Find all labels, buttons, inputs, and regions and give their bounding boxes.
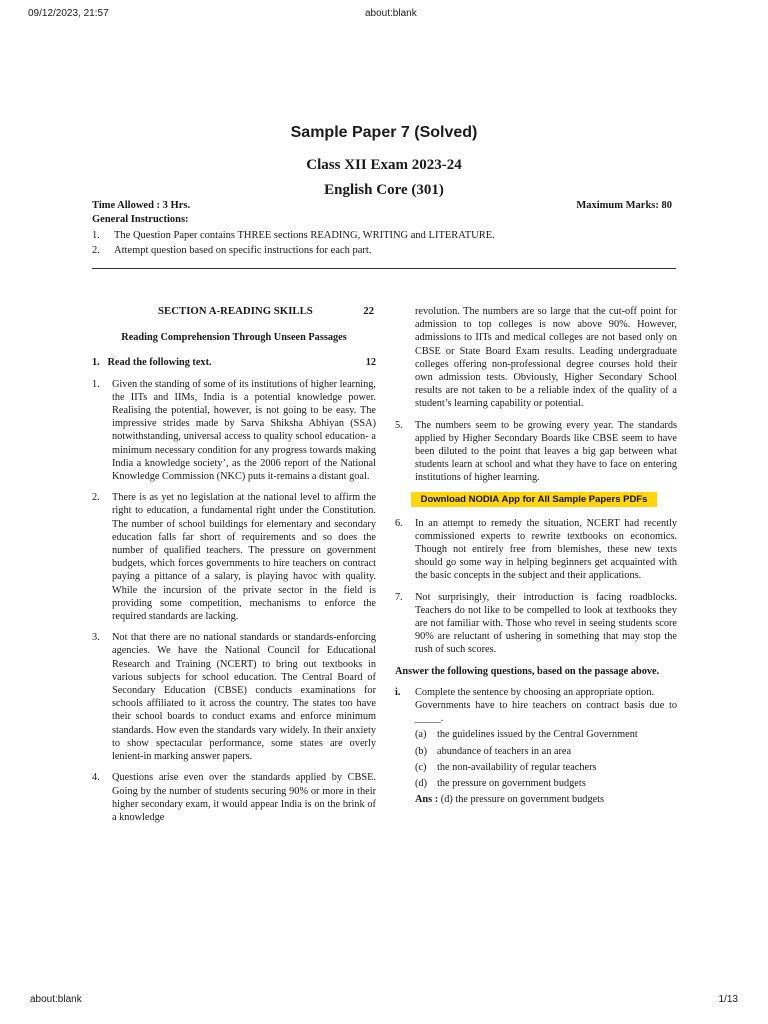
option-a: (a) the guidelines issued by the Central Government: [415, 729, 638, 741]
download-app-banner[interactable]: Download NODIA App for All Sample Papers PDFs: [411, 492, 657, 507]
page-indicator: 1/13: [718, 994, 738, 1005]
right-column: [395, 305, 677, 807]
answer-prompt: Answer the following questions, based on the passage above.: [395, 665, 660, 677]
passage-paragraph: 2. There is as yet no legislation at the national level to affirm the right to education, a fundamental right under the Constitution. The number of school buildings for elementary and secondary education falls far short of requirements and so does the number of qualified teachers. The pressure on government budgets, which forces governments to hire teachers on contract paying a pittance of a salary, is playing havoc with quality. While the incursion of the private sector in the field is providing some competition, mechanisms to enforce the required standards are lacking.: [92, 492, 376, 623]
general-instructions-label: General Instructions:: [92, 214, 189, 225]
print-footer: [0, 994, 768, 1024]
print-datetime: 09/12/2023, 21:57: [28, 8, 109, 19]
subject-heading: English Core (301): [324, 182, 444, 198]
exam-meta-row: [92, 200, 672, 211]
option-b: (b) abundance of teachers in an area: [415, 745, 572, 757]
instruction-item: 2. Attempt question based on specific instructions for each part.: [92, 245, 372, 256]
section-subtitle: Reading Comprehension Through Unseen Passages: [121, 332, 347, 344]
passage-paragraph: 4. Questions arise even over the standards applied by CBSE. Going by the number of students securing 90% or more in their higher secondary exam, it would appear India is on the brink of a knowledge: [92, 772, 376, 823]
question-heading: 1. Read the following text. 12: [92, 357, 376, 369]
passage-paragraph: 6. In an attempt to remedy the situation, NCERT had recently commissioned experts to rewrite textbooks on economics. Though not entirely free from blemishes, these new texts should go some way in helping beginners get acquainted with the basic concepts in the subject and their applications.: [395, 517, 677, 582]
print-url-top: about:blank: [365, 8, 417, 19]
option-c: (c) the non-availability of regular teachers: [415, 761, 597, 773]
time-allowed: Time Allowed : 3 Hrs.: [92, 200, 191, 211]
left-column: [92, 305, 376, 824]
question-item: i. Complete the sentence by choosing an appropriate option.: [395, 686, 655, 698]
passage-paragraph: 5. The numbers seem to be growing every year. The standards applied by Higher Secondary Boards like CBSE seem to have been diluted to the point that leaves a big gap between what students learn at school and what they have to face on entering institutions of higher learning.: [395, 419, 677, 484]
question-stem: Governments have to hire teachers on contract basis due to _____.: [415, 700, 677, 725]
print-url-bottom: about:blank: [30, 994, 82, 1005]
passage-paragraph: 7. Not surprisingly, their introduction is facing roadblocks. Teachers do not like to be compelled to look at textbooks they are not familiar with. Those who revel in seeing students score 90% are reluctant of ushering in something that may stop the rush of such scores.: [395, 591, 677, 656]
passage-paragraph: 3. Not that there are no national standards or standards-enforcing agencies. We have the National Council for Educational Research and Training (NCERT) to bring out textbooks in various subjects for school education. The Central Board of Secondary Education (CBSE) conducts examinations for schools affiliated to it across the country. The states too have their school boards to conduct exams and enforce minimum standards. How even the standards vary widely. In their anxiety to show spectacular performance, some states are overly lenient-in marking answer papers.: [92, 632, 376, 763]
instruction-item: 1. The Question Paper contains THREE sections READING, WRITING and LITERATURE.: [92, 230, 495, 241]
answer-line: Ans : (d) the pressure on government budgets: [415, 794, 605, 806]
options-list: [395, 728, 677, 806]
brand-name: NODIA: [468, 493, 500, 505]
passage-paragraph-continued: revolution. The numbers are so large that the cut-off point for admission to top colleges is now above 90%. However, admissions to IITs and medical colleges are not based only on CBSE or State Board Exam results. Leading undergraduate colleges offering non-professional degree courses hold their own admission tests. Obviously, Higher Secondary School results are not taken to be a reliable index of the quality of a student’s learning capability or potential.: [415, 306, 677, 410]
header-divider: [92, 268, 676, 269]
paper-title: Sample Paper 7 (Solved): [290, 124, 478, 141]
maximum-marks: Maximum Marks: 80: [576, 200, 672, 211]
option-d: (d) the pressure on government budgets: [415, 778, 586, 790]
print-header: [0, 0, 768, 24]
class-exam-heading: Class XII Exam 2023-24: [306, 157, 462, 173]
passage-paragraph: 1. Given the standing of some of its institutions of higher learning, the IITs and IIMs, India is a potential knowledge power. Realising the potential, however, is not going to be easy. The impressive strides made by Sarva Shiksha Abhiyan (SSA) notwithstanding, universal access to quality school education- a minimum necessary condition for any progress towards making India a knowledge society’, as the 2006 report of the National Knowledge Commission (NKC) puts it-remains a distant goal.: [92, 378, 376, 483]
section-heading: SECTION A-READING SKILLS 22: [158, 305, 374, 317]
